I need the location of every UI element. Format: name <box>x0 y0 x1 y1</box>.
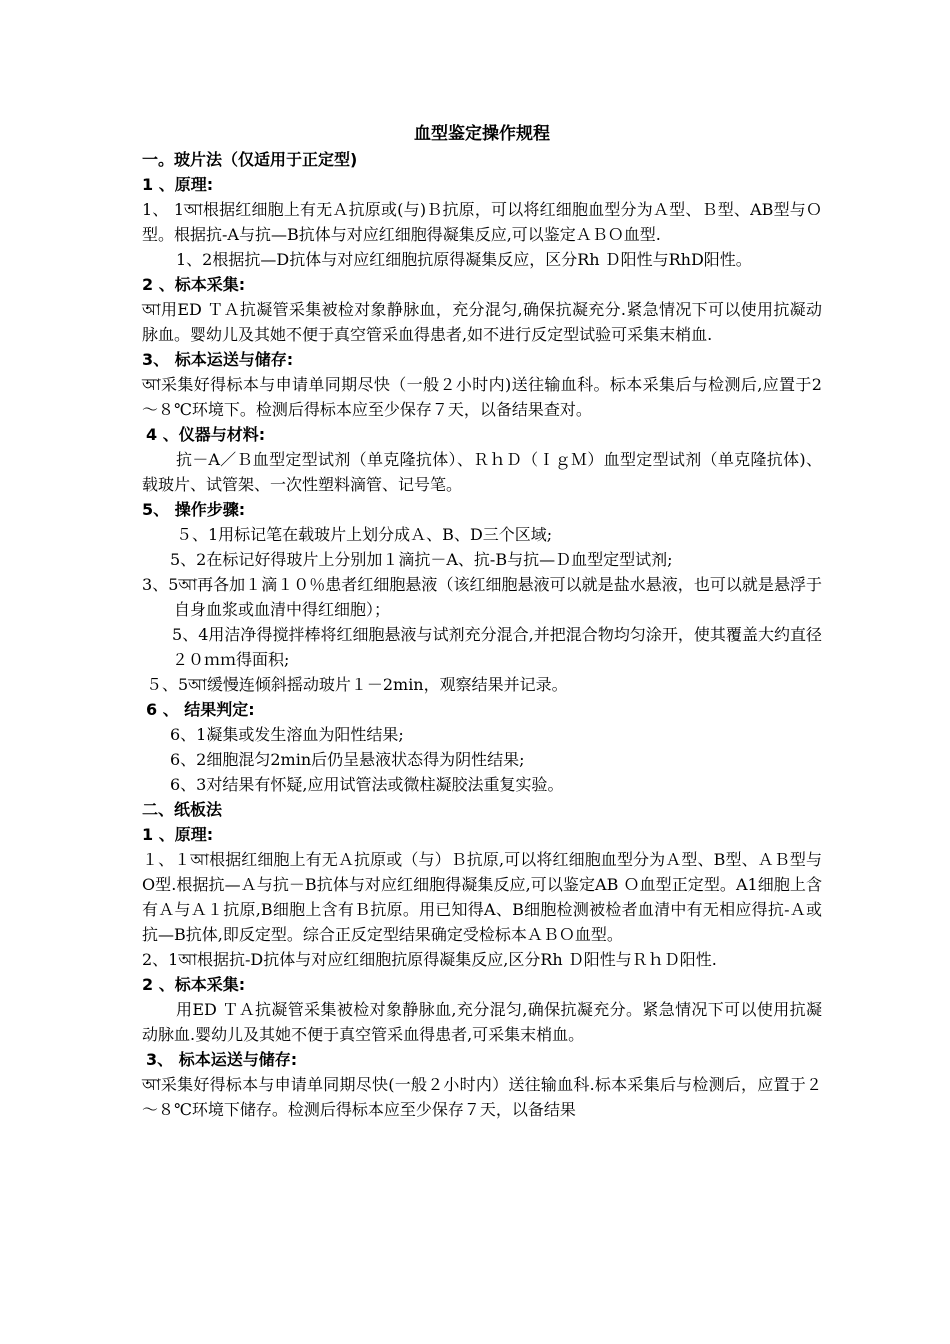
s2-principle-text-2: 2、1আ根据抗-D抗体与对应红细胞抗原得凝集反应,区分Rh Ｄ阳性与ＲｈＤ阳性. <box>142 950 717 969</box>
document-title: 血型鉴定操作规程 <box>414 124 550 144</box>
s2-principle-heading: 1 、原理: <box>142 825 214 844</box>
s1-step-2: 5、2在标记好得玻片上分别加１滴抗－A、抗-B与抗—Ｄ血型定型试剂; <box>170 550 673 569</box>
s1-collection-text: আ用ED ＴＡ抗凝管采集被检对象静脉血，充分混匀,确保抗凝充分.紧急情况下可以使用抗凝动脉血。婴幼儿及其她不便于真空管采血得患者,如不进行反定型试验可采集末梢血. <box>142 300 822 344</box>
s1-principle-text-1: 1、 1আ根据红细胞上有无Ａ抗原或(与)Ｂ抗原，可以将红细胞血型分为Ａ型、Ｂ型、AB型与Ｏ型。根据抗-A与抗—B抗体与对应红细胞得凝集反应,可以鉴定ＡＢＯ血型. <box>142 200 822 244</box>
s1-step-3: 3、5আ再各加１滴１０％患者红细胞悬液（该红细胞悬液可以就是盐水悬液，也可以就是悬浮于自身血浆或血清中得红细胞）； <box>142 575 822 619</box>
s2-principle-text-1: １、１আ根据红细胞上有无Ａ抗原或（与）Ｂ抗原,可以将红细胞血型分为Ａ型、B型、ＡＢ型与O型.根据抗—Ａ与抗－B抗体与对应红细胞得凝集反应,可以鉴定AB Ｏ血型正定型。A1细胞上含有Ａ与Ａ１抗原,B细胞上含有Ｂ抗原。用已知得A、B细胞检测被检者血清中有无相应得抗-Ａ或抗—B抗体,即反定型。综合正反定型结果确定受检标本ＡＢＯ血型。 <box>142 850 822 944</box>
section-2-heading: 二、纸板法 <box>142 800 223 819</box>
s1-result-heading: 6 、 结果判定: <box>146 700 255 719</box>
s1-step-1: ５、1用标记笔在载玻片上划分成Ａ、B、D三个区域; <box>176 525 553 544</box>
s1-result-2: 6、2细胞混匀2min后仍呈悬液状态得为阴性结果; <box>170 750 525 769</box>
s2-collection-text: 用ED ＴＡ抗凝管采集被检对象静脉血,充分混匀,确保抗凝充分。紧急情况下可以使用抗凝动脉血.婴幼儿及其她不便于真空管采血得患者,可采集末梢血。 <box>142 1000 822 1044</box>
s1-result-1: 6、1凝集或发生溶血为阳性结果; <box>170 725 404 744</box>
s1-collection-heading: 2 、标本采集: <box>142 275 246 294</box>
s2-transport-heading: 3、 标本运送与储存: <box>146 1050 298 1069</box>
s1-principle-heading: 1 、原理: <box>142 175 214 194</box>
document-page <box>142 122 822 1122</box>
s1-transport-heading: 3、 标本运送与储存: <box>142 350 294 369</box>
s2-collection-heading: 2 、标本采集: <box>142 975 246 994</box>
s1-principle-text-2: 1、2根据抗—D抗体与对应红细胞抗原得凝集反应，区分Rh Ｄ阳性与RhD阳性。 <box>176 250 752 269</box>
s2-transport-text: আ采集好得标本与申请单同期尽快(一般２小时内）送往输血科.标本采集后与检测后，应置于２～８℃环境下储存。检测后得标本应至少保存７天，以备结果 <box>142 1075 822 1119</box>
section-1-heading: 一。玻片法（仅适用于正定型) <box>142 150 358 169</box>
s1-materials-text: 抗－A／Ｂ血型定型试剂（单克隆抗体）、ＲｈＤ（ＩｇＭ）血型定型试剂（单克隆抗体)、载玻片、试管架、一次性塑料滴管、记号笔。 <box>142 450 822 494</box>
s1-steps-heading: 5、 操作步骤: <box>142 500 246 519</box>
s1-materials-heading: 4 、仪器与材料: <box>146 425 266 444</box>
s1-step-5: ５、5আ缓慢连倾斜摇动玻片１－2min，观察结果并记录。 <box>146 675 568 694</box>
s1-step-4: 5、4用洁净得搅拌棒将红细胞悬液与试剂充分混合,并把混合物均匀涂开，使其覆盖大约直径２０ｍｍ得面积; <box>172 625 822 669</box>
s1-transport-text: আ采集好得标本与申请单同期尽快（一般２小时内)送往输血科。标本采集后与检测后,应置于2～８℃环境下。检测后得标本应至少保存７天，以备结果查对。 <box>142 375 822 419</box>
s1-result-3: 6、3对结果有怀疑,应用试管法或微柱凝胶法重复实验。 <box>170 775 564 794</box>
